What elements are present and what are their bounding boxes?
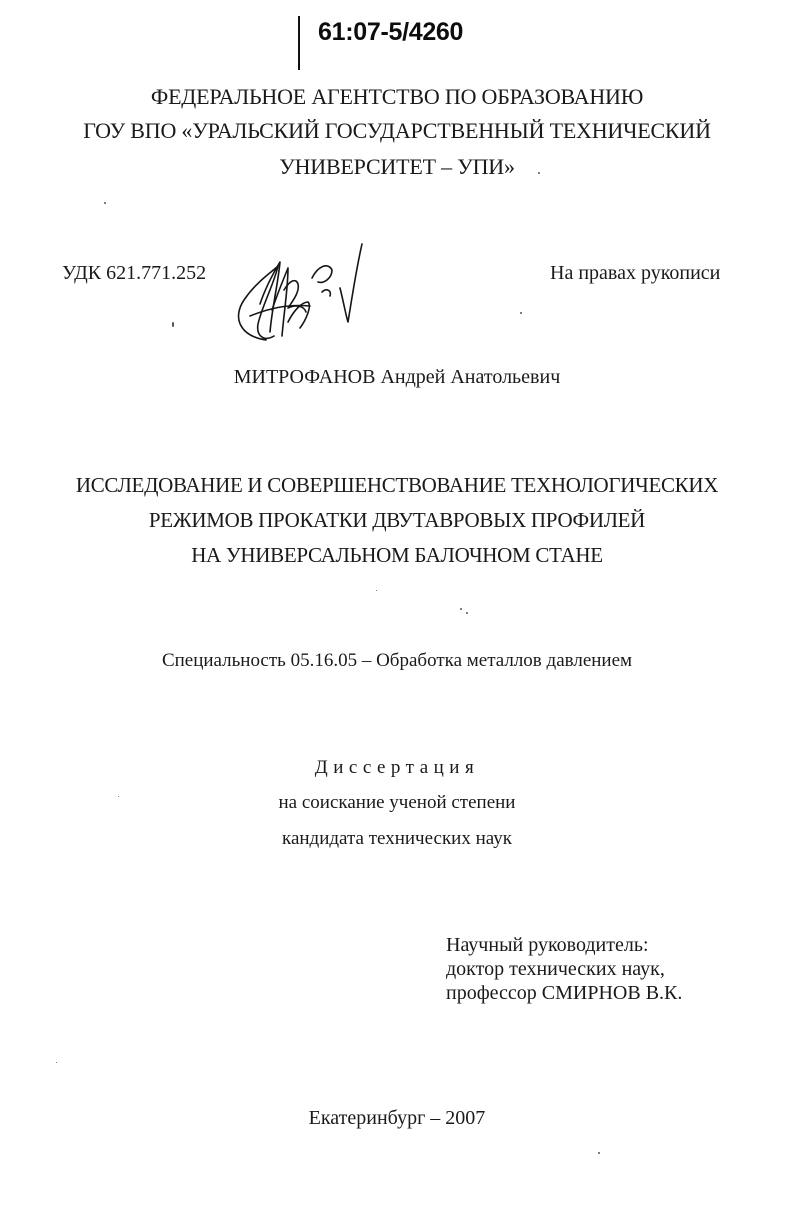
specialty: Специальность 05.16.05 – Обработка металлов давлением (161, 650, 633, 671)
scan-speck (460, 608, 462, 610)
dissertation-type: Диссертация (314, 757, 480, 778)
scan-speck (598, 1152, 600, 1154)
advisor-name: профессор СМИРНОВ В.К. (446, 982, 683, 1004)
rights-notice: На правах рукописи (550, 262, 721, 284)
dissertation-degree-line-1: на соискание ученой степени (278, 792, 516, 813)
scan-speck (520, 312, 522, 314)
archive-stamp-code: 61:07-5/4260 (318, 18, 464, 46)
udk-code: УДК 621.771.252 (62, 262, 207, 284)
scan-speck (56, 1062, 57, 1063)
scan-speck (376, 590, 377, 591)
title-line-1: ИССЛЕДОВАНИЕ И СОВЕРШЕНСТВОВАНИЕ ТЕХНОЛОГИЧЕСКИХ (75, 473, 719, 497)
title-line-3: НА УНИВЕРСАЛЬНОМ БАЛОЧНОМ СТАНЕ (191, 543, 603, 567)
advisor-label: Научный руководитель: (446, 934, 649, 956)
city-year: Екатеринбург – 2007 (308, 1107, 486, 1129)
organization-line-2: ГОУ ВПО «УРАЛЬСКИЙ ГОСУДАРСТВЕННЫЙ ТЕХНИЧЕСКИЙ (83, 118, 711, 143)
scan-speck (104, 202, 106, 204)
scan-speck (118, 796, 119, 797)
scan-speck (538, 172, 540, 174)
scan-speck (466, 612, 468, 614)
author-name: МИТРОФАНОВ Андрей Анатольевич (233, 366, 561, 388)
organization-line-3: УНИВЕРСИТЕТ – УПИ» (279, 154, 515, 179)
stamp-divider (298, 16, 300, 70)
organization-line-1: ФЕДЕРАЛЬНОЕ АГЕНТСТВО ПО ОБРАЗОВАНИЮ (150, 84, 644, 109)
scan-speck (172, 322, 174, 327)
advisor-degree: доктор технических наук, (446, 958, 665, 980)
dissertation-degree-line-2: кандидата технических наук (282, 828, 512, 849)
title-line-2: РЕЖИМОВ ПРОКАТКИ ДВУТАВРОВЫХ ПРОФИЛЕЙ (148, 508, 646, 532)
author-signature (226, 232, 366, 352)
